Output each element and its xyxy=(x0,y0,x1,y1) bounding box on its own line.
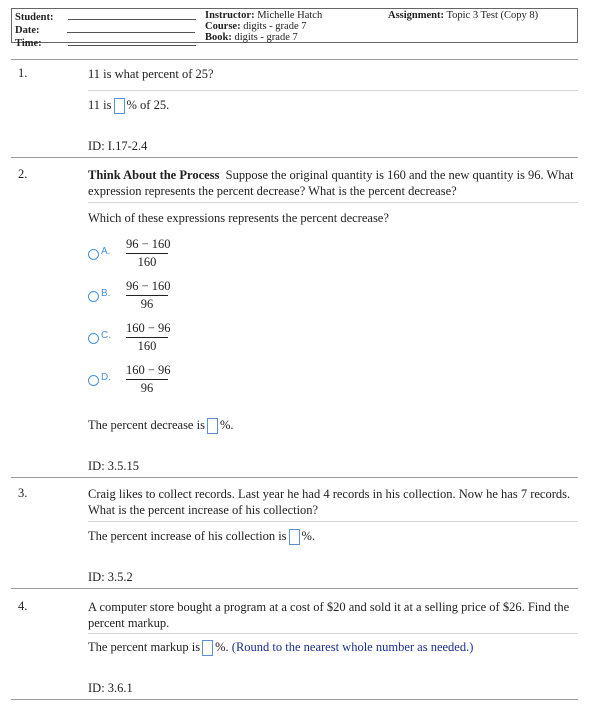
answer-line xyxy=(88,639,580,656)
answer-input[interactable] xyxy=(114,98,125,114)
fraction xyxy=(126,237,171,270)
time-label: Time: xyxy=(15,38,42,49)
answer-line xyxy=(88,97,580,114)
divider xyxy=(88,90,578,91)
divider xyxy=(11,588,578,589)
answer-text: The percent decrease is xyxy=(88,418,205,432)
question-id: ID: I.17-2.4 xyxy=(88,139,148,153)
question-id: ID: 3.5.15 xyxy=(88,459,140,473)
answer-input[interactable] xyxy=(207,418,218,434)
denominator: 96 xyxy=(140,297,154,311)
numerator: 160 − 96 xyxy=(126,321,168,338)
course-label: Course: xyxy=(205,21,241,32)
answer-text: %. xyxy=(219,418,234,432)
question-prompt: Craig likes to collect records. Last year he had 4 records in his collection. Now he has 7 records. What is the percent increase of his collection? xyxy=(88,487,571,517)
answer-line xyxy=(88,528,580,545)
instructor-label: Instructor: xyxy=(205,10,255,21)
student-info xyxy=(15,10,196,49)
fraction xyxy=(126,321,171,354)
question-id: ID: 3.6.1 xyxy=(88,681,133,695)
book-name: digits - grade 7 xyxy=(234,32,298,43)
divider xyxy=(88,202,578,203)
option-label: B. xyxy=(101,288,111,299)
numerator: 96 − 160 xyxy=(126,237,168,254)
question-number: 3. xyxy=(18,486,28,500)
answer-text: The percent markup is xyxy=(88,640,201,654)
header-box xyxy=(11,8,578,49)
question-number: 4. xyxy=(18,599,28,613)
radio-button[interactable] xyxy=(88,375,99,386)
question-prompt: 11 is what percent of 25? xyxy=(88,67,214,81)
divider xyxy=(11,157,578,158)
option-label: A. xyxy=(101,246,111,257)
answer-text: %. xyxy=(301,529,316,543)
question-prompt: A computer store bought a program at a cost of $20 and sold it at a selling price of $26. Find the percent markup. xyxy=(88,600,570,630)
date-label: Date: xyxy=(15,25,40,36)
student-label: Student: xyxy=(15,12,54,23)
course-info xyxy=(205,10,322,43)
divider xyxy=(88,633,578,634)
answer-line xyxy=(88,417,580,434)
question-title: Think About the Process xyxy=(88,168,220,182)
student-field xyxy=(68,10,196,20)
divider xyxy=(11,699,578,700)
numerator: 96 − 160 xyxy=(126,279,168,296)
divider xyxy=(11,59,578,60)
option-label: D. xyxy=(101,372,111,383)
assignment-label: Assignment: xyxy=(388,10,445,21)
answer-text: The percent increase of his collection is xyxy=(88,529,287,543)
fraction xyxy=(126,279,171,312)
radio-button[interactable] xyxy=(88,291,99,302)
rounding-hint: (Round to the nearest whole number as needed.) xyxy=(231,640,474,654)
question-text: Suppose the original quantity is 160 and the new quantity is 96. What expression represents the percent decrease? What is the percent decrease? xyxy=(88,168,574,198)
assignment-info xyxy=(388,10,538,21)
question-text: Which of these expressions represents the percent decrease? xyxy=(88,211,389,225)
answer-text: %. xyxy=(215,640,229,654)
radio-button[interactable] xyxy=(88,249,99,260)
answer-input[interactable] xyxy=(202,640,213,656)
answer-text: % of 25. xyxy=(126,98,170,112)
answer-text: 11 is xyxy=(88,98,112,112)
question-number: 1. xyxy=(18,66,28,80)
question-id: ID: 3.5.2 xyxy=(88,570,133,584)
radio-button[interactable] xyxy=(88,333,99,344)
question-prompt xyxy=(88,167,580,199)
instructor-name: Michelle Hatch xyxy=(257,10,323,21)
denominator: 96 xyxy=(140,381,154,395)
question-number: 2. xyxy=(18,167,28,181)
denominator: 160 xyxy=(137,255,157,269)
divider xyxy=(11,477,578,478)
fraction xyxy=(126,363,171,396)
option-label: C. xyxy=(101,330,111,341)
time-field xyxy=(68,36,196,46)
book-label: Book: xyxy=(205,32,232,43)
denominator: 160 xyxy=(137,339,157,353)
course-name: digits - grade 7 xyxy=(243,21,307,32)
answer-input[interactable] xyxy=(289,529,300,545)
assignment-name: Topic 3 Test (Copy 8) xyxy=(446,10,539,21)
numerator: 160 − 96 xyxy=(126,363,168,380)
date-field xyxy=(67,23,195,33)
divider xyxy=(88,521,578,522)
